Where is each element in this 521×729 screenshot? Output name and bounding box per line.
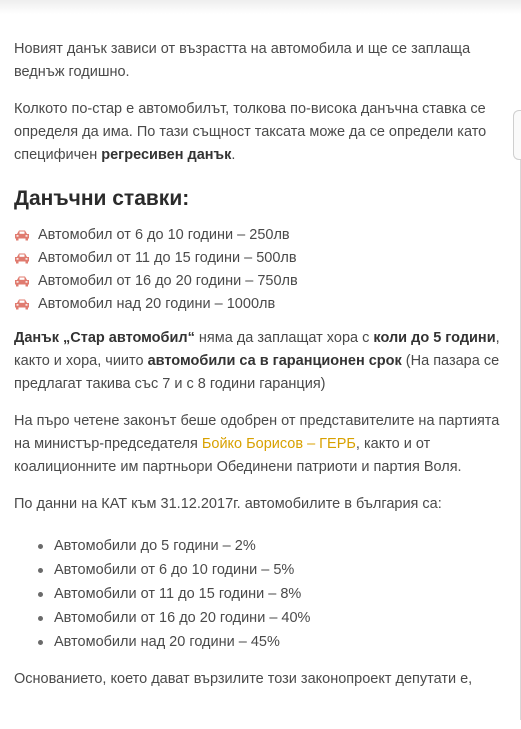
bold-term: Данък „Стар автомобил“ [14, 330, 195, 346]
bullet-icon [38, 544, 43, 549]
bullet-icon [38, 640, 43, 645]
exemption-paragraph [14, 327, 500, 396]
stat-text: Автомобили от 6 до 10 години – 5% [54, 562, 295, 578]
closing-paragraph: Основанието, което дават вързилите този законопроект депутати е, [14, 671, 473, 687]
statistics-intro: По данни на КАТ към 31.12.2017г. автомобилите в българия са: [14, 496, 442, 512]
list-item [14, 630, 500, 654]
list-item [14, 558, 500, 582]
tax-rates-list [14, 223, 500, 315]
list-item [14, 223, 500, 246]
bold-term: автомобили са в гаранционен срок [147, 353, 402, 369]
rates-heading: Данъчни ставки: [14, 187, 190, 210]
list-item [14, 534, 500, 558]
list-item [14, 246, 500, 269]
intro-paragraph: Новият данък зависи от възрастта на автомобила и ще се заплаща веднъж годишно. [14, 41, 471, 80]
bullet-icon [38, 616, 43, 621]
approval-paragraph [14, 410, 500, 479]
list-item [14, 292, 500, 315]
scroll-handle[interactable] [513, 110, 521, 160]
stat-text: Автомобили до 5 години – 2% [54, 538, 256, 554]
paragraph-text: , както и хора, чиито [14, 330, 500, 369]
paragraph-text: , както и от коалиционните им партньори Обединени патриоти и партия Воля. [14, 436, 462, 475]
paragraph-text: (На пазара се предлагат такива със 7 и с 8 години гаранция) [14, 353, 500, 392]
rate-text: Автомобил от 11 до 15 години – 500лв [38, 249, 297, 266]
article-content [14, 38, 500, 691]
car-icon [14, 252, 30, 264]
party-link[interactable]: Бойко Борисов – ГЕРБ [201, 436, 356, 452]
list-item [14, 582, 500, 606]
paragraph-text: Колкото по-стар е автомобилът, толкова по-висока данъчна ставка се определя да има. По тази същност таксата може да се определи като специфичен [14, 101, 487, 163]
bullet-icon [38, 568, 43, 573]
paragraph-end: . [231, 147, 236, 163]
car-icon [14, 298, 30, 310]
rate-text: Автомобил над 20 години – 1000лв [38, 295, 276, 312]
bold-term: коли до 5 години [373, 330, 496, 346]
regressive-tax-paragraph [14, 98, 500, 167]
rate-text: Автомобил от 16 до 20 години – 750лв [38, 272, 298, 289]
stat-text: Автомобили от 11 до 15 години – 8% [54, 586, 302, 602]
bullet-icon [38, 592, 43, 597]
paragraph-text: На пъро четене законът беше одобрен от представителите на партията на министър-председателя [14, 413, 500, 452]
rate-text: Автомобил от 6 до 10 години – 250лв [38, 226, 290, 243]
car-age-statistics-list [14, 534, 500, 654]
list-item [14, 269, 500, 292]
stat-text: Автомобили над 20 години – 45% [54, 634, 280, 650]
paragraph-text: няма да заплащат хора с [194, 330, 374, 346]
car-icon [14, 229, 30, 241]
car-icon [14, 275, 30, 287]
list-item [14, 606, 500, 630]
top-edge [0, 0, 521, 14]
stat-text: Автомобили от 16 до 20 години – 40% [54, 610, 311, 626]
bold-term: регресивен данък [101, 147, 232, 163]
